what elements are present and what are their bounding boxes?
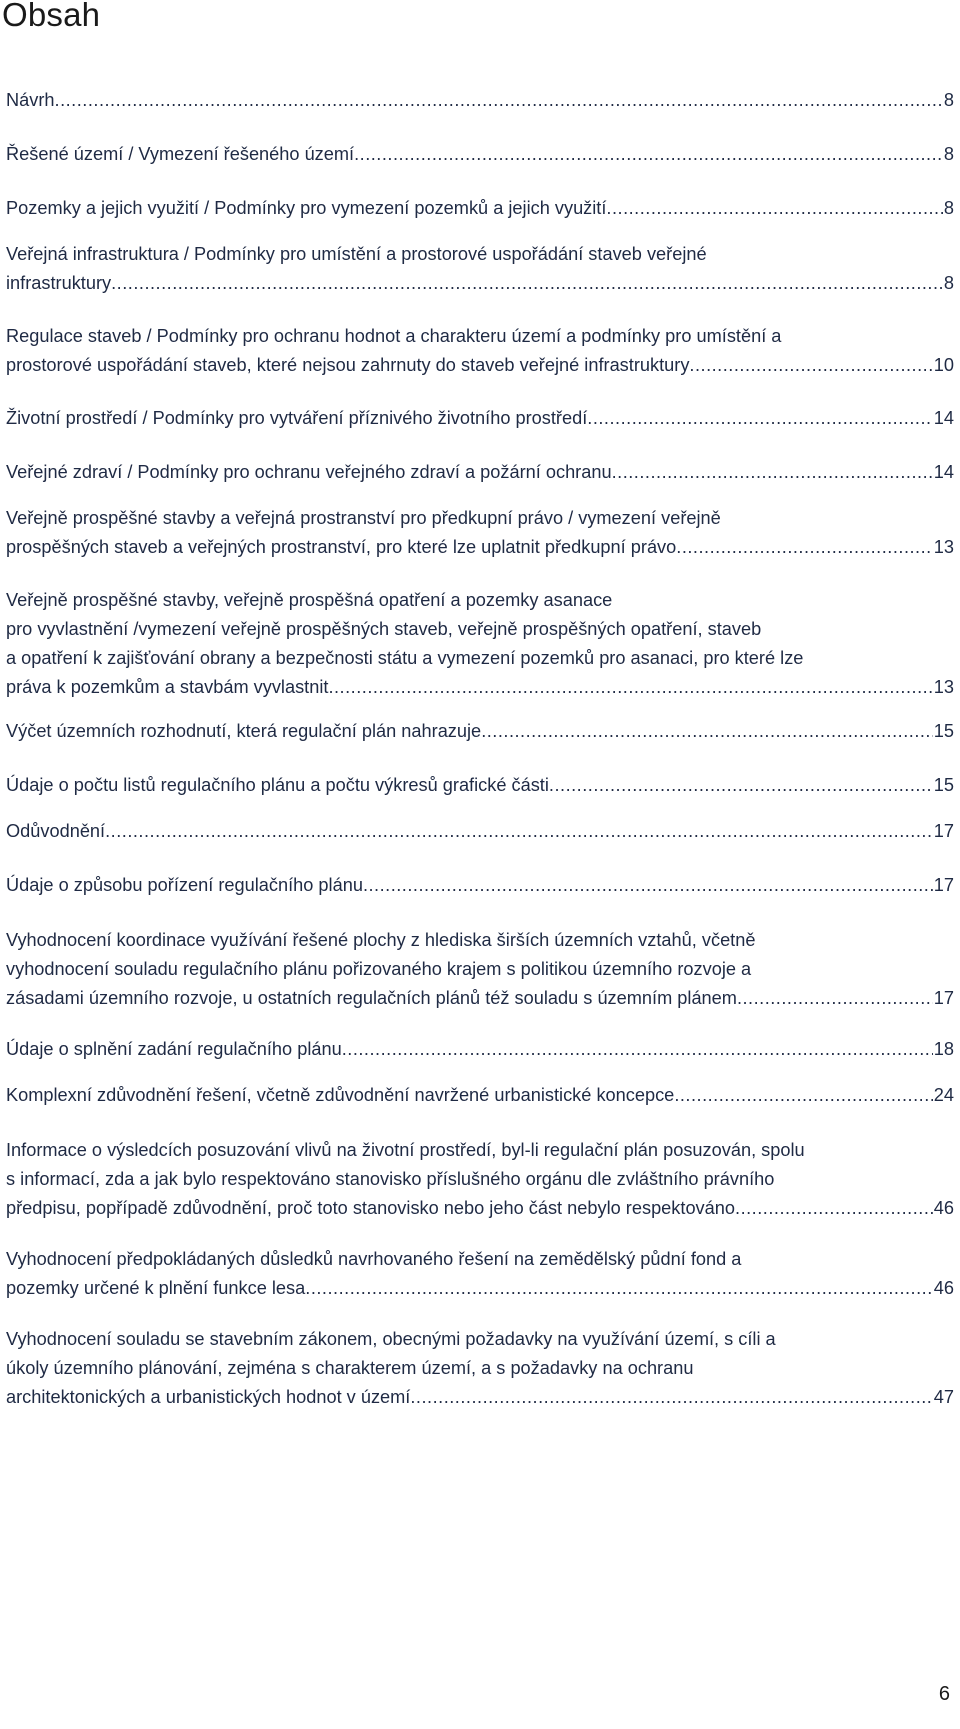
toc-entry-title: předpisu, popřípadě zdůvodnění, proč toto stanovisko nebo jeho část nebylo respektováno <box>6 1198 736 1218</box>
toc-entry-title: infrastruktury <box>6 273 112 293</box>
toc-entry-title: Odůvodnění <box>6 821 106 841</box>
toc-entry-title: prospěšných staveb a veřejných prostranství, pro které lze uplatnit předkupní právo <box>6 537 677 557</box>
leader-dots <box>689 351 932 380</box>
leader-dots <box>612 458 933 487</box>
leader-dots <box>354 140 943 169</box>
toc-entry-title: Pozemky a jejich využití / Podmínky pro vymezení pozemků a jejich využití <box>6 198 607 218</box>
leader-dots <box>105 817 933 846</box>
toc-entry-title: Údaje o splnění zadání regulačního plánu <box>6 1039 342 1059</box>
toc-entry[interactable] <box>6 1325 954 1412</box>
toc-entry-title: Výčet územních rozhodnutí, která regulační plán nahrazuje <box>6 721 482 741</box>
leader-dots <box>606 194 942 223</box>
toc-entry-page: 46 <box>933 1278 954 1298</box>
toc-entry[interactable] <box>6 926 954 1013</box>
toc-entry-page: 24 <box>933 1085 954 1105</box>
toc-entry-line: a opatření k zajišťování obrany a bezpečnosti státu a vymezení pozemků pro asanaci, pro které lze <box>6 648 804 668</box>
leader-dots <box>305 1274 933 1303</box>
leader-dots <box>481 717 933 746</box>
toc-entry-page: 17 <box>933 988 954 1008</box>
toc-entry-title: prostorové uspořádání staveb, které nejsou zahrnuty do staveb veřejné infrastruktury <box>6 355 690 375</box>
toc-entry-title: Veřejné zdraví / Podmínky pro ochranu veřejného zdraví a požární ochranu <box>6 462 612 482</box>
toc-entry[interactable] <box>6 504 954 562</box>
leader-dots <box>328 673 932 702</box>
toc-entry[interactable] <box>6 771 954 800</box>
toc-entry[interactable] <box>6 1081 954 1110</box>
page-title: Obsah <box>2 0 101 33</box>
toc-entry-page: 47 <box>933 1387 954 1407</box>
leader-dots <box>737 984 933 1013</box>
toc-entry[interactable] <box>6 458 954 487</box>
leader-dots <box>549 771 933 800</box>
toc-entry-line: úkoly územního plánování, zejména s charakterem území, a s požadavky na ochranu <box>6 1358 694 1378</box>
leader-dots <box>676 533 933 562</box>
toc-entry-page: 8 <box>943 144 954 164</box>
toc-entry-page: 8 <box>943 273 954 293</box>
toc-entry-line: s informací, zda a jak bylo respektováno stanovisko příslušného orgánu dle zvláštního právního <box>6 1169 775 1189</box>
toc-entry-page: 17 <box>933 875 954 895</box>
toc-entry-page: 46 <box>933 1198 954 1218</box>
leader-dots <box>674 1081 932 1110</box>
toc-entry-line: Veřejně prospěšné stavby, veřejně prospěšná opatření a pozemky asanace <box>6 590 613 610</box>
toc-entry-line: pro vyvlastnění /vymezení veřejně prospěšných staveb, veřejně prospěšných opatření, staveb <box>6 619 762 639</box>
toc-entry-page: 14 <box>933 408 954 428</box>
toc-entry[interactable] <box>6 1035 954 1064</box>
leader-dots <box>55 86 943 115</box>
toc-entry[interactable] <box>6 140 954 169</box>
toc-entry-title: architektonických a urbanistických hodnot v území <box>6 1387 411 1407</box>
toc-entry[interactable] <box>6 586 954 702</box>
toc-entry-title: práva k pozemkům a stavbám vyvlastnit <box>6 677 329 697</box>
leader-dots <box>587 404 933 433</box>
toc-entry-title: Údaje o způsobu pořízení regulačního plánu <box>6 875 363 895</box>
toc-entry[interactable] <box>6 404 954 433</box>
toc-entry-page: 15 <box>933 775 954 795</box>
toc-entry-page: 15 <box>933 721 954 741</box>
leader-dots <box>735 1194 933 1223</box>
toc-entry-title: Návrh <box>6 90 55 110</box>
toc-entry-line: Informace o výsledcích posuzování vlivů na životní prostředí, byl-li regulační plán posuzován, spolu <box>6 1140 805 1160</box>
leader-dots <box>342 1035 933 1064</box>
toc-entry-page: 13 <box>933 537 954 557</box>
toc-entry[interactable] <box>6 86 954 115</box>
toc-entry-title: Komplexní zdůvodnění řešení, včetně zdůvodnění navržené urbanistické koncepce <box>6 1085 675 1105</box>
toc-entry[interactable] <box>6 717 954 746</box>
toc-entry-page: 8 <box>943 198 954 218</box>
toc-entry-line: Veřejná infrastruktura / Podmínky pro umístění a prostorové uspořádání staveb veřejné <box>6 244 707 264</box>
toc-entry-line: Vyhodnocení souladu se stavebním zákonem, obecnými požadavky na využívání území, s cíli a <box>6 1329 776 1349</box>
toc-entry[interactable] <box>6 322 954 380</box>
toc-entry-line: Regulace staveb / Podmínky pro ochranu hodnot a charakteru území a podmínky pro umístění a <box>6 326 782 346</box>
toc-entry-page: 17 <box>933 821 954 841</box>
toc-entry-line: vyhodnocení souladu regulačního plánu pořizovaného krajem s politikou územního rozvoje a <box>6 959 752 979</box>
toc-entry[interactable] <box>6 871 954 900</box>
leader-dots <box>363 871 933 900</box>
page-number: 6 <box>938 1683 950 1705</box>
toc-entry-title: Životní prostředí / Podmínky pro vytváření příznivého životního prostředí <box>6 408 588 428</box>
toc-entry-line: Vyhodnocení koordinace využívání řešené plochy z hlediska širších územních vztahů, včetně <box>6 930 756 950</box>
toc-entry-title: Řešené území / Vymezení řešeného území <box>6 144 355 164</box>
toc-entry-line: Veřejně prospěšné stavby a veřejná prostranství pro předkupní právo / vymezení veřejně <box>6 508 721 528</box>
leader-dots <box>111 269 943 298</box>
toc-entry-page: 13 <box>933 677 954 697</box>
toc-entry-title: zásadami územního rozvoje, u ostatních regulačních plánů též souladu s územním plánem <box>6 988 737 1008</box>
leader-dots <box>410 1383 932 1412</box>
toc-entry-page: 14 <box>933 462 954 482</box>
toc-entry[interactable] <box>6 240 954 298</box>
toc-entry-page: 18 <box>933 1039 954 1059</box>
toc-entry-title: Údaje o počtu listů regulačního plánu a počtu výkresů grafické části <box>6 775 549 795</box>
toc-entry-page: 8 <box>943 90 954 110</box>
toc-entry[interactable] <box>6 817 954 846</box>
toc-entry-page: 10 <box>933 355 954 375</box>
toc-entry[interactable] <box>6 1245 954 1303</box>
toc-entry-title: pozemky určené k plnění funkce lesa <box>6 1278 306 1298</box>
toc-entry-line: Vyhodnocení předpokládaných důsledků navrhovaného řešení na zemědělský půdní fond a <box>6 1249 742 1269</box>
toc-entry[interactable] <box>6 1136 954 1223</box>
toc-entry[interactable] <box>6 194 954 223</box>
